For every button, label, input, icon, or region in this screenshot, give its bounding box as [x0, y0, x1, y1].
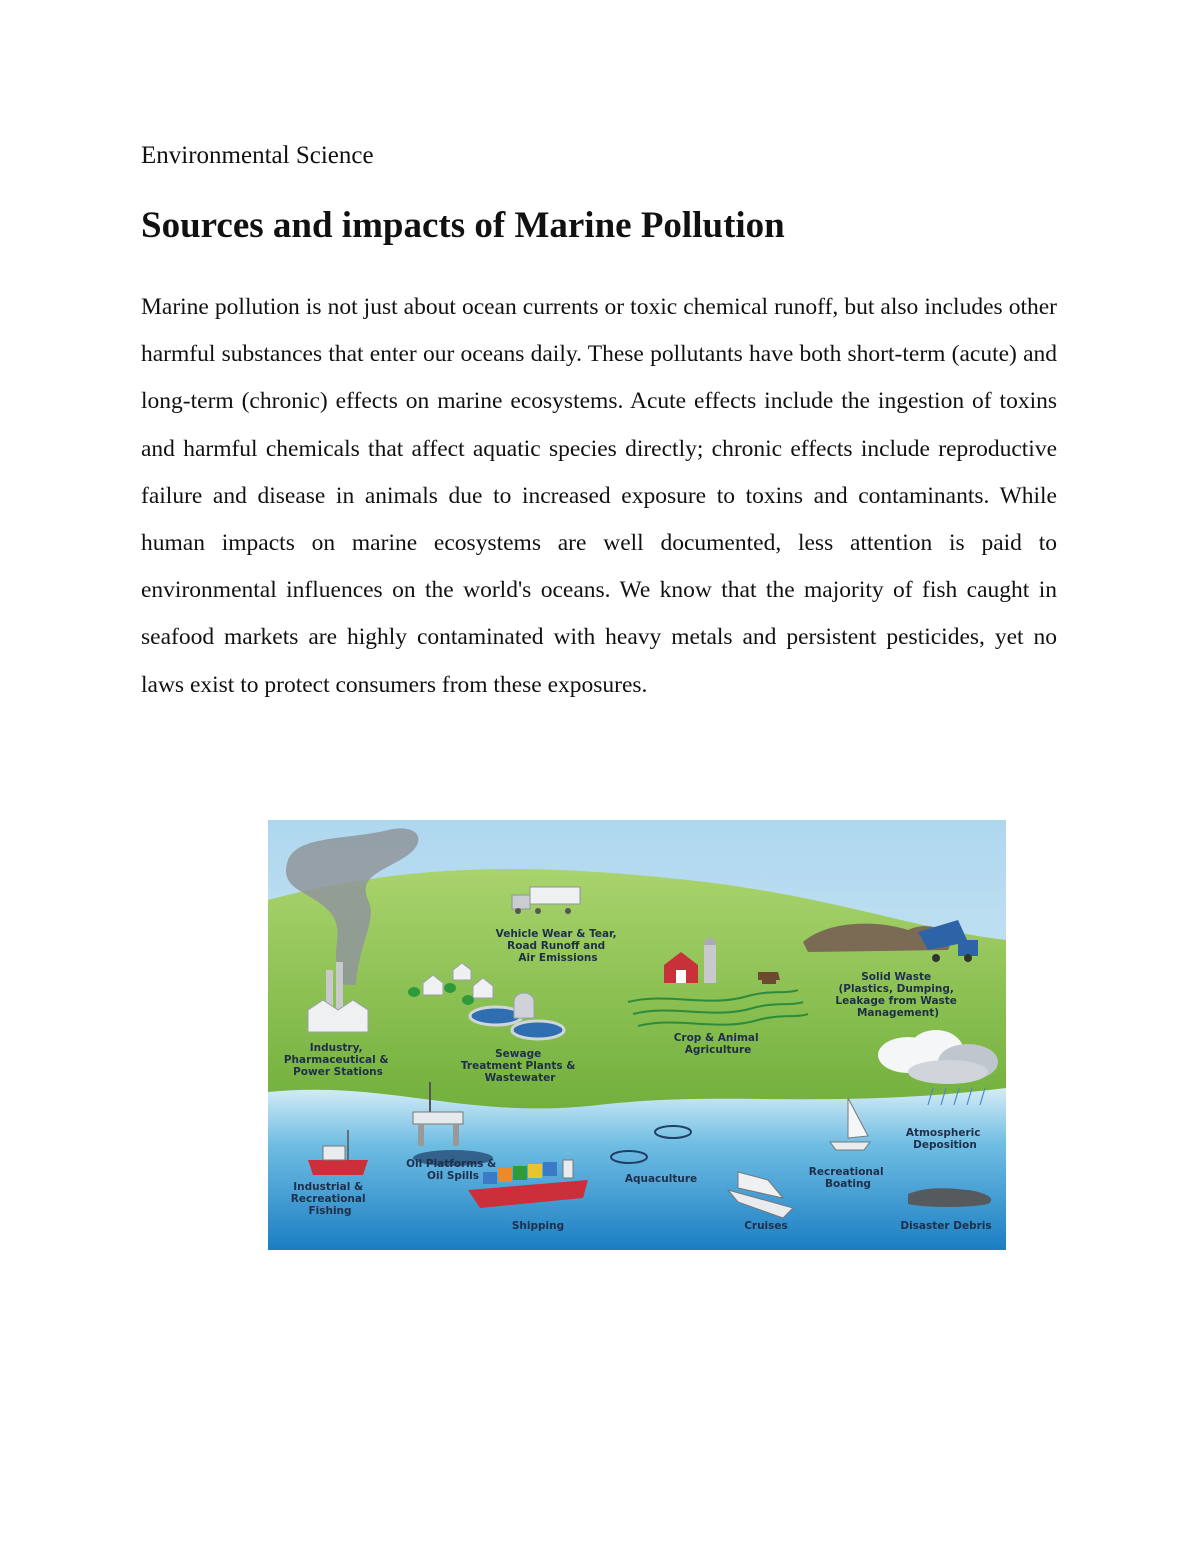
body-paragraph: Marine pollution is not just about ocean currents or toxic chemical runoff, but also includes other harmful substances that enter our oceans daily. These pollutants have both short-term (acute) and long-term (chronic) effects on marine ecosystems. Acute effects include the ingestion of toxins and harmful chemicals that affect aquatic species directly; chronic effects include reproductive failure and disease in animals due to increased exposure to toxins and contaminants. While human impacts on marine ecosystems are well documented, less attention is paid to environmental influences on the world's oceans. We know that the majority of fish caught in seafood markets are highly contaminated with heavy metals and persistent pesticides, yet no laws exist to protect consumers from these exposures. — [141, 294, 1057, 698]
label-shipping: Shipping — [511, 1220, 565, 1232]
label-fishing: Industrial & Recreational Fishing — [290, 1181, 366, 1217]
label-cruises: Cruises — [744, 1220, 788, 1232]
label-solid-waste: Solid Waste (Plastics, Dumping, Leakage from Waste Management) — [835, 971, 957, 1019]
label-vehicle: Vehicle Wear & Tear, Road Runoff and Air Emissions — [495, 928, 617, 964]
label-sewage: Sewage Treatment Plants & Wastewater — [460, 1048, 576, 1084]
label-industry: Industry, Pharmaceutical & Power Stations — [283, 1042, 389, 1078]
page-title: Sources and impacts of Marine Pollution — [141, 205, 785, 246]
label-boating: Recreational Boating — [808, 1166, 884, 1190]
label-oil: Oil Platforms & Oil Spills — [406, 1158, 497, 1182]
label-agriculture: Crop & Animal Agriculture — [673, 1032, 759, 1056]
label-aquaculture: Aquaculture — [624, 1173, 698, 1185]
marine-pollution-illustration — [268, 820, 1006, 1250]
sea — [268, 1088, 1006, 1250]
label-atmospheric: Atmospheric Deposition — [905, 1127, 981, 1151]
label-debris: Disaster Debris — [900, 1220, 992, 1232]
subject-heading: Environmental Science — [141, 142, 374, 169]
